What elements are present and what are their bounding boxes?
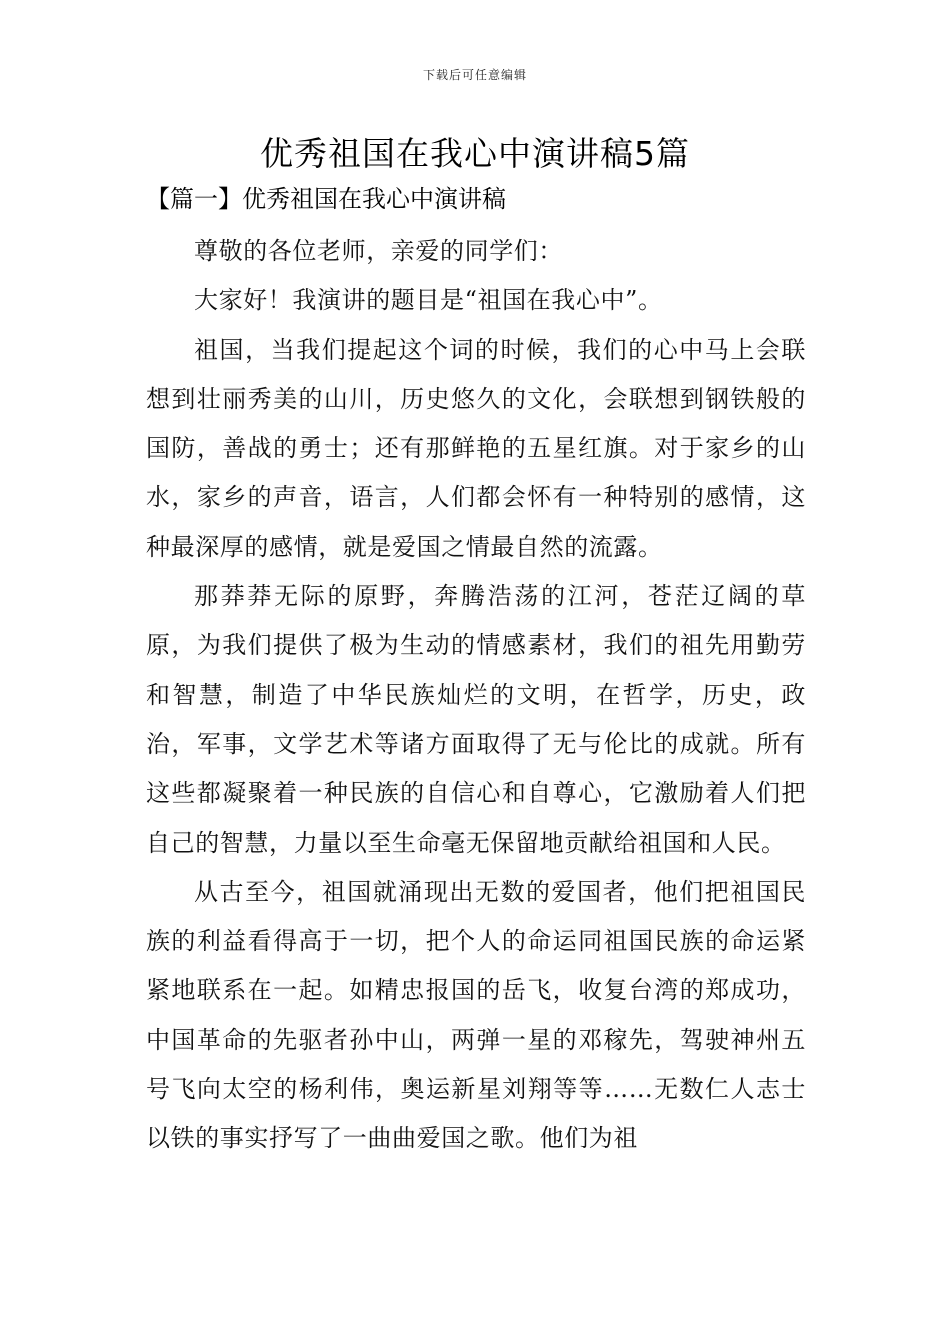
body-text bbox=[146, 227, 806, 1164]
header-note: 下载后可任意编辑 bbox=[422, 68, 527, 82]
paragraph: 那莽莽无际的原野，奔腾浩荡的江河，苍茫辽阔的草原，为我们提供了极为生动的情感素材，我们的祖先用勤劳和智慧，制造了中华民族灿烂的文明，在哲学，历史，政治，军事，文学艺术等诸方面取得了无与伦比的成就。所有这些都凝聚着一种民族的自信心和自尊心，它激励着人们把自己的智慧，力量以至生命毫无保留地贡献给祖国和人民。 bbox=[146, 582, 806, 857]
paragraph-salutation: 尊敬的各位老师，亲爱的同学们： bbox=[194, 237, 563, 265]
paragraph: 祖国，当我们提起这个词的时候，我们的心中马上会联想到壮丽秀美的山川，历史悠久的文化，会联想到钢铁般的国防，善战的勇士；还有那鲜艳的五星红旗。对于家乡的山水，家乡的声音，语言，人们都会怀有一种特别的感情，这种最深厚的感情，就是爱国之情最自然的流露。 bbox=[146, 335, 806, 561]
paragraph-greeting: 大家好！我演讲的题目是“祖国在我心中”。 bbox=[194, 286, 663, 315]
document-title: 优秀祖国在我心中演讲稿5篇 bbox=[260, 134, 690, 173]
paragraph: 从古至今，祖国就涌现出无数的爱国者，他们把祖国民族的利益看得高于一切，把个人的命运同祖国民族的命运紧紧地联系在一起。如精忠报国的岳飞，收复台湾的郑成功，中国革命的先驱者孙中山，两弹一星的邓稼先，驾驶神州五号飞向太空的杨利伟，奥运新星刘翔等等……无数仁人志士以铁的事实抒写了一曲曲爱国之歌。他们为祖 bbox=[146, 877, 806, 1153]
section-heading: 【篇一】优秀祖国在我心中演讲稿 bbox=[146, 185, 506, 213]
